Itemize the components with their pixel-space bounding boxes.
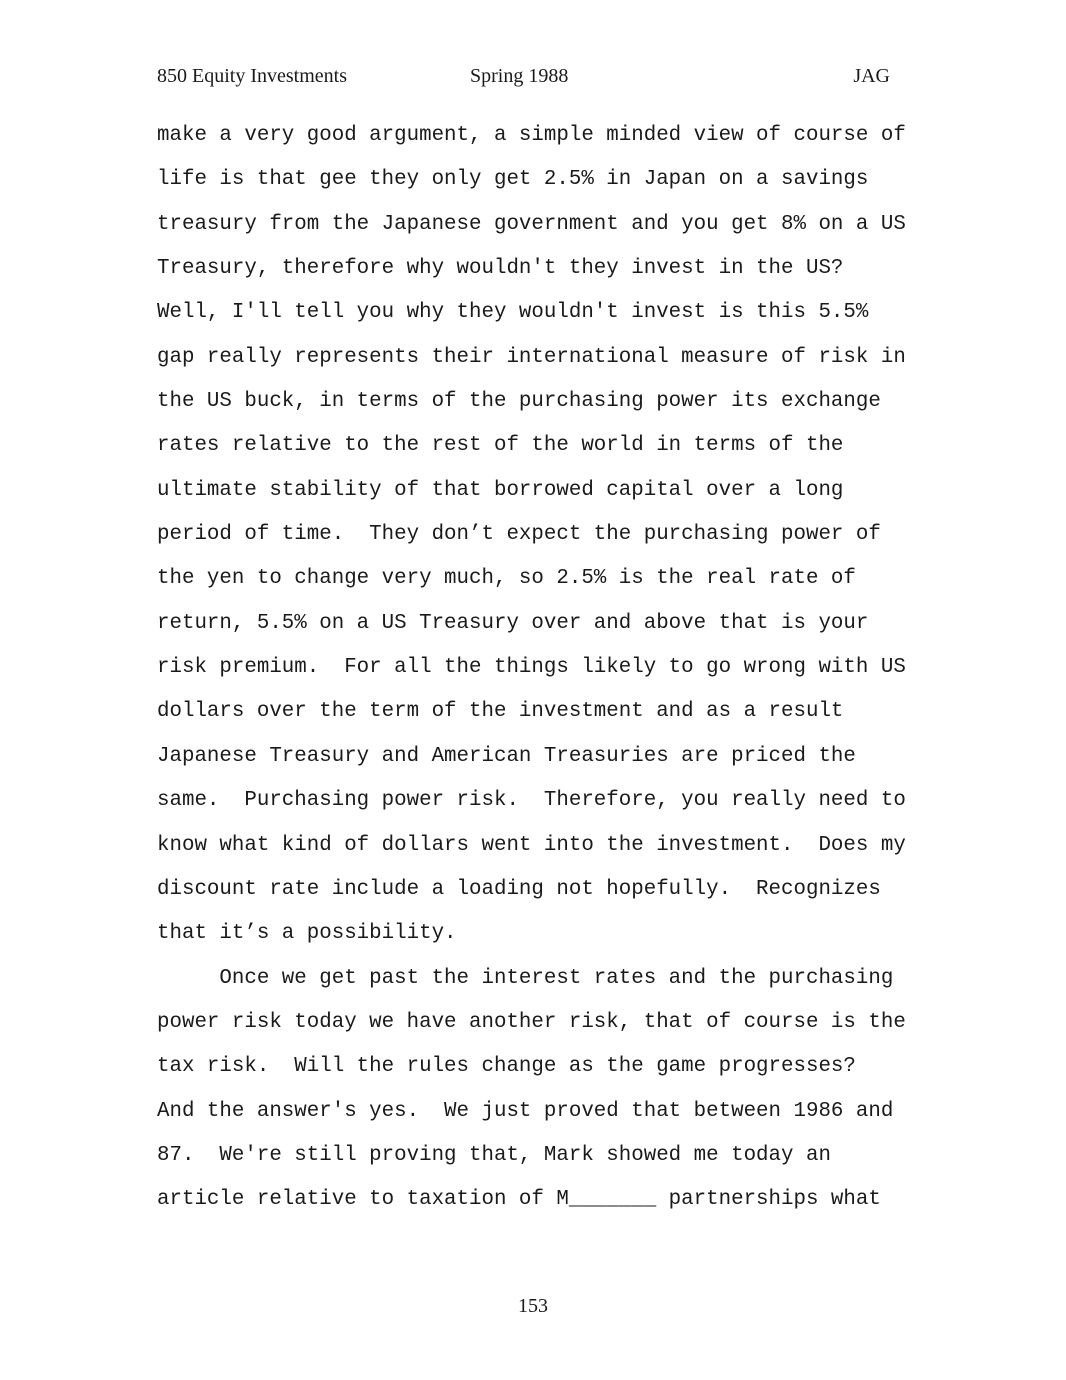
- text-line: risk premium. For all the things likely to go wrong with US: [157, 656, 906, 680]
- page-header: [157, 62, 890, 90]
- text-line: article relative to taxation of M_______ partnerships what: [157, 1188, 881, 1212]
- text-line: tax risk. Will the rules change as the game progresses?: [157, 1055, 856, 1079]
- header-term: Spring 1988: [470, 65, 569, 87]
- text-line: discount rate include a loading not hopefully. Recognizes: [157, 877, 881, 901]
- text-line: rates relative to the rest of the world in terms of the: [157, 434, 844, 458]
- text-line: same. Purchasing power risk. Therefore, you really need to: [157, 789, 906, 813]
- text-line: treasury from the Japanese government and you get 8% on a US: [157, 212, 906, 236]
- transcript-body: [157, 114, 927, 1223]
- text-line: Treasury, therefore why wouldn't they invest in the US?: [157, 257, 844, 281]
- header-course-title: 850 Equity Investments: [157, 65, 347, 87]
- text-line: ultimate stability of that borrowed capital over a long: [157, 478, 844, 502]
- text-line: power risk today we have another risk, that of course is the: [157, 1010, 906, 1034]
- text-line: period of time. They don’t expect the purchasing power of: [157, 523, 881, 547]
- header-initials: JAG: [853, 65, 890, 87]
- text-line: know what kind of dollars went into the investment. Does my: [157, 833, 906, 857]
- text-line: make a very good argument, a simple minded view of course of: [157, 124, 906, 147]
- text-line: And the answer's yes. We just proved that between 1986 and: [157, 1099, 894, 1123]
- text-line: the yen to change very much, so 2.5% is the real rate of: [157, 567, 856, 591]
- text-line: Once we get past the interest rates and the purchasing: [157, 966, 894, 990]
- text-line: 87. We're still proving that, Mark showed me today an: [157, 1143, 831, 1167]
- text-line: that it’s a possibility.: [157, 922, 457, 946]
- page-number: 153: [518, 1295, 548, 1317]
- text-line: return, 5.5% on a US Treasury over and above that is your: [157, 611, 869, 635]
- text-line: Well, I'll tell you why they wouldn't invest is this 5.5%: [157, 301, 869, 325]
- text-line: gap really represents their international measure of risk in: [157, 345, 906, 369]
- text-line: Japanese Treasury and American Treasuries are priced the: [157, 744, 856, 768]
- text-line: the US buck, in terms of the purchasing power its exchange: [157, 390, 881, 414]
- text-line: life is that gee they only get 2.5% in Japan on a savings: [157, 168, 869, 192]
- text-line: dollars over the term of the investment and as a result: [157, 700, 844, 724]
